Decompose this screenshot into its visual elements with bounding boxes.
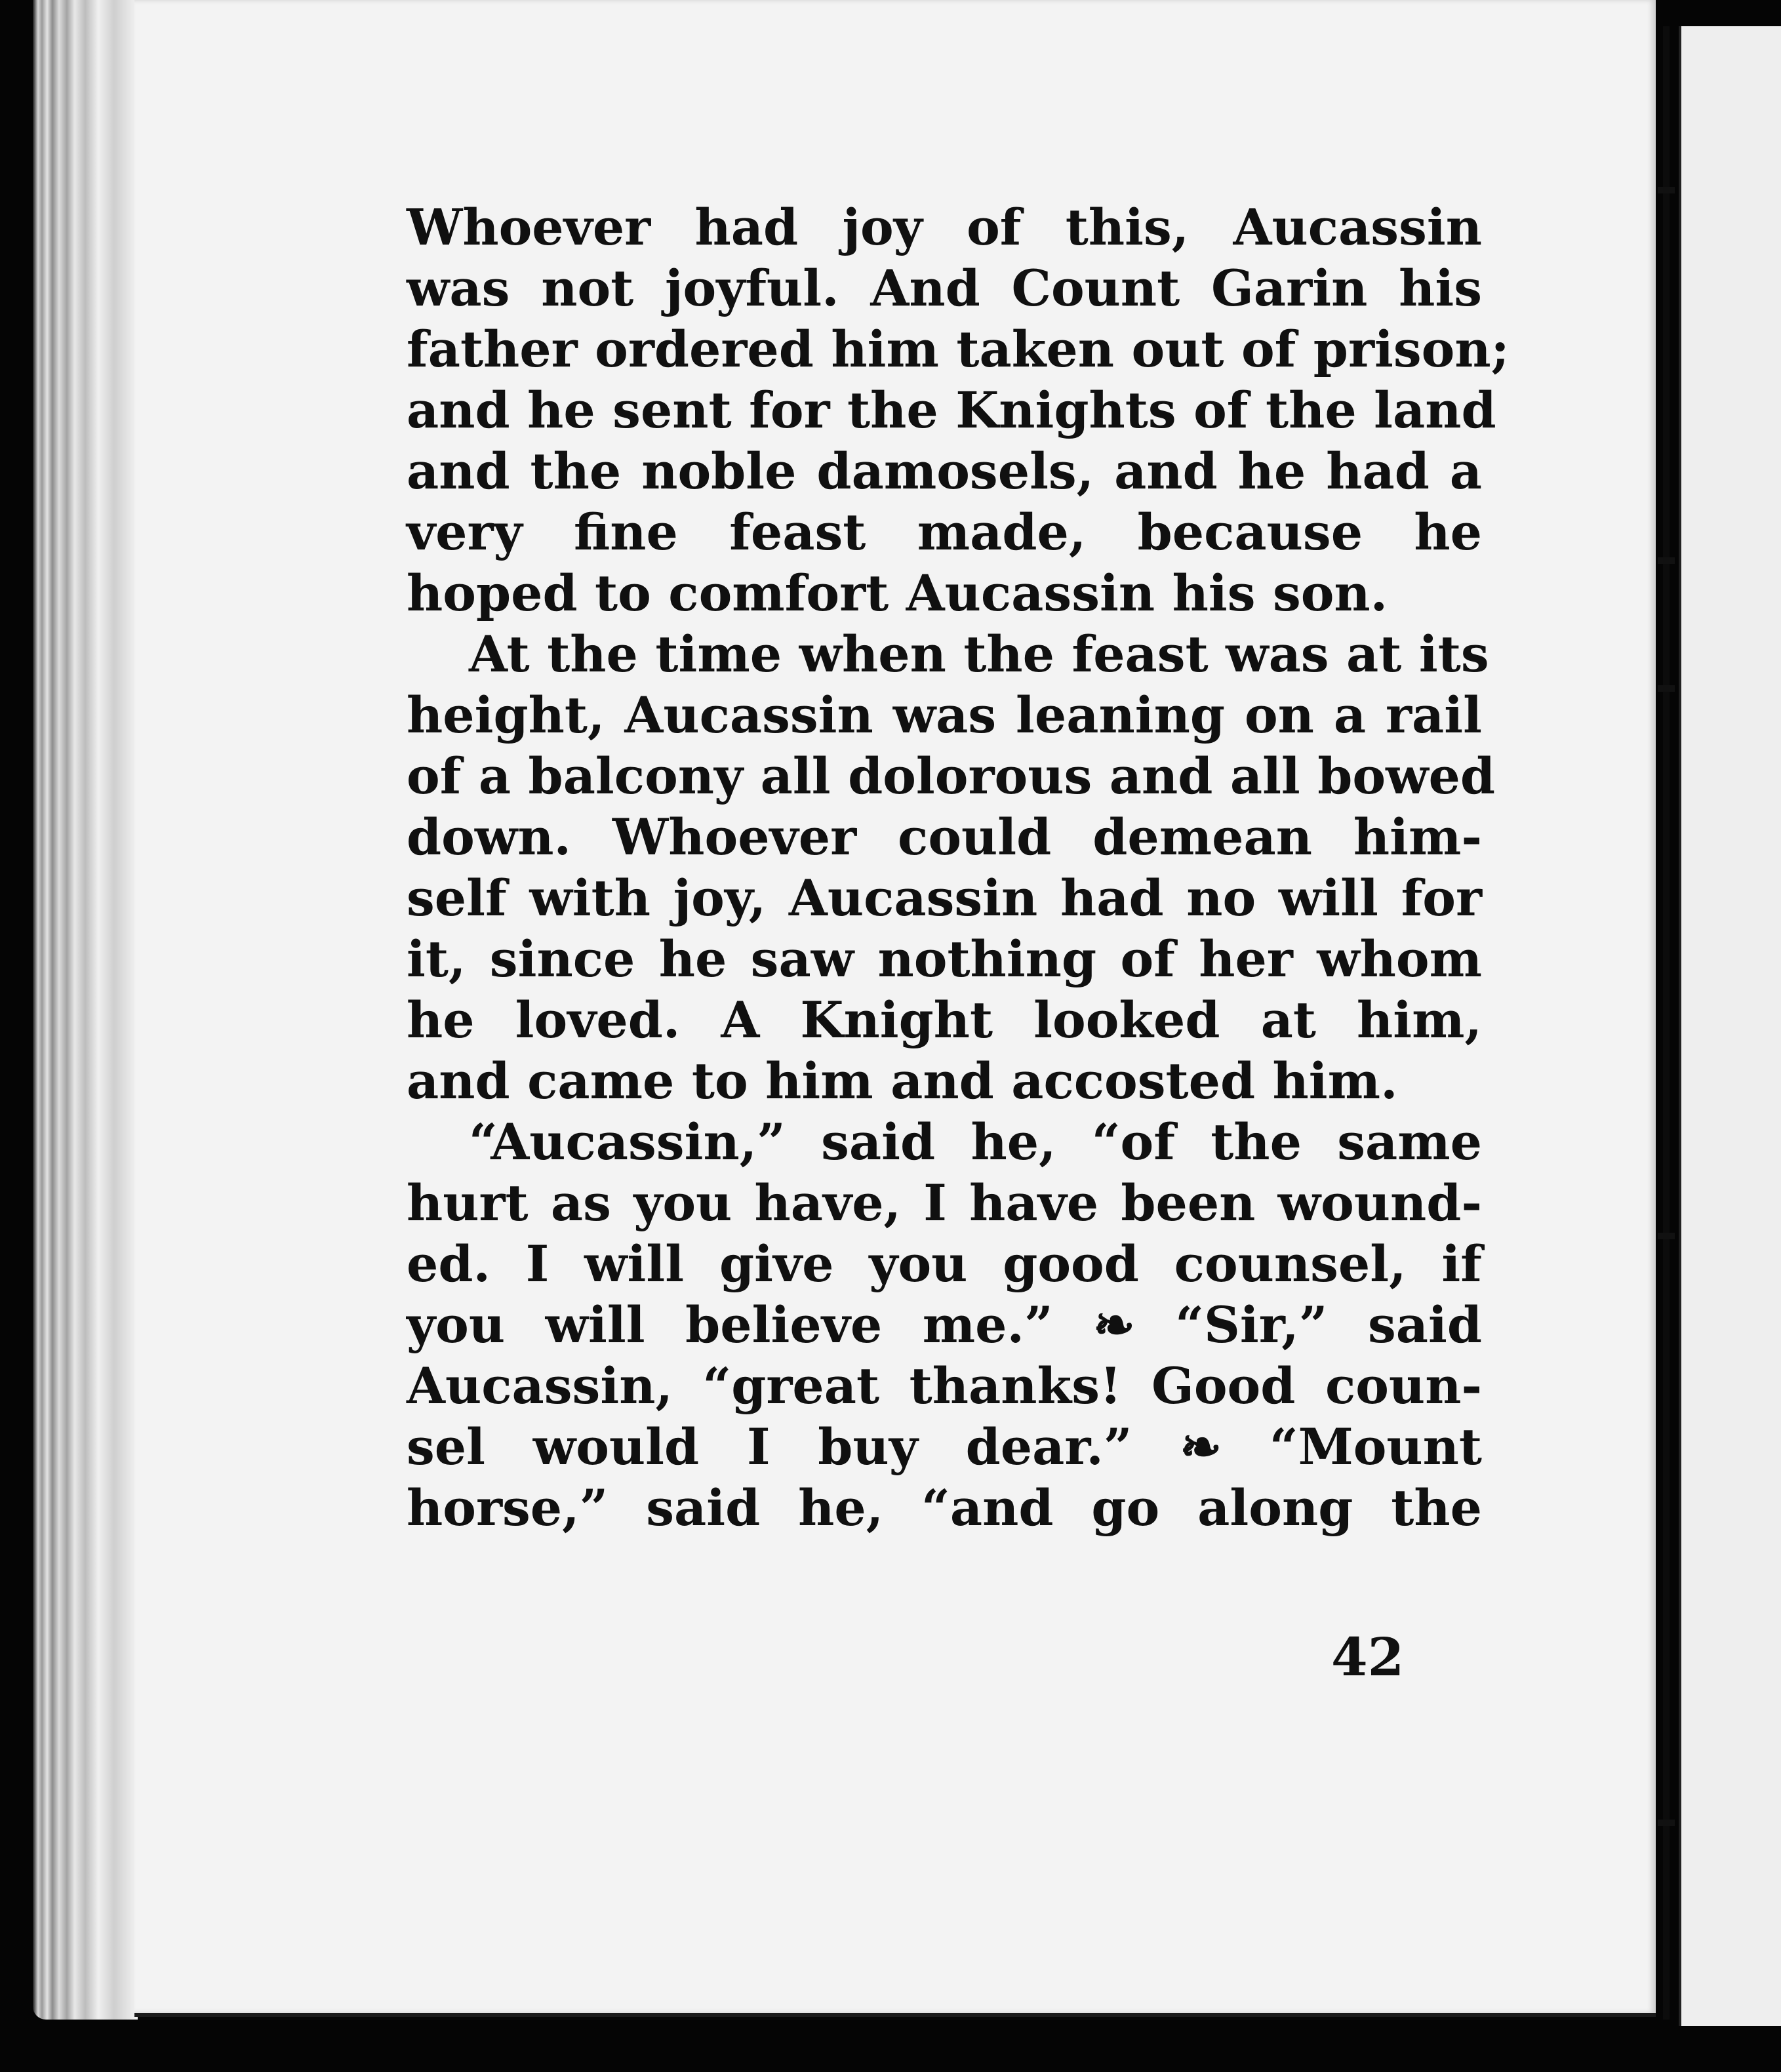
text-line: horse,” said he, “and go along the [407, 1479, 1482, 1537]
text-line: “Aucassin,” said he, “of the same [469, 1113, 1482, 1171]
text-line: hoped to comfort Aucassin his son. [407, 564, 1388, 622]
text-line: hurt as you have, I have been wound- [407, 1174, 1482, 1232]
text-line: father ordered him taken out of prison; [407, 320, 1510, 378]
text-line: self with joy, Aucassin had no will for [407, 869, 1482, 927]
page-text-body [407, 197, 1510, 1538]
text-line: and came to him and accosted him. [407, 1052, 1398, 1110]
text-line: he loved. A Knight looked at him, [407, 991, 1482, 1049]
text-line: down. Whoever could demean him- [407, 808, 1482, 866]
page-number: 42 [1331, 1626, 1405, 1688]
text-line: and the noble damosels, and he had a [407, 442, 1482, 500]
text-line: height, Aucassin was leaning on a rail [407, 686, 1482, 744]
binding-stitch [1658, 1820, 1675, 1826]
binding-stitch [1658, 685, 1675, 692]
text-line: Aucassin, “great thanks! Good coun- [407, 1357, 1482, 1415]
text-line: very fine feast made, because he [407, 503, 1482, 561]
text-line: of a balcony all dolorous and all bowed [407, 747, 1496, 805]
binding-stitch [1658, 187, 1675, 193]
text-line: it, since he saw nothing of her whom [407, 930, 1482, 988]
text-line: Whoever had joy of this, Aucassin [407, 198, 1482, 256]
text-line: sel would I buy dear.” ❧ “Mount [407, 1418, 1482, 1476]
text-line: you will believe me.” ❧ “Sir,” said [407, 1296, 1482, 1354]
facing-page-edge [1679, 26, 1781, 2026]
text-line: ed. I will give you good counsel, if [407, 1235, 1482, 1293]
page-gutter [1663, 26, 1670, 2020]
binding-stitch [1658, 557, 1675, 564]
text-line: At the time when the feast was at its [469, 625, 1489, 683]
text-line: was not joyful. And Count Garin his [407, 259, 1482, 317]
binding-stitch [1658, 1233, 1675, 1239]
text-line: and he sent for the Knights of the land [407, 381, 1496, 439]
book-binding-edge [33, 0, 138, 2020]
